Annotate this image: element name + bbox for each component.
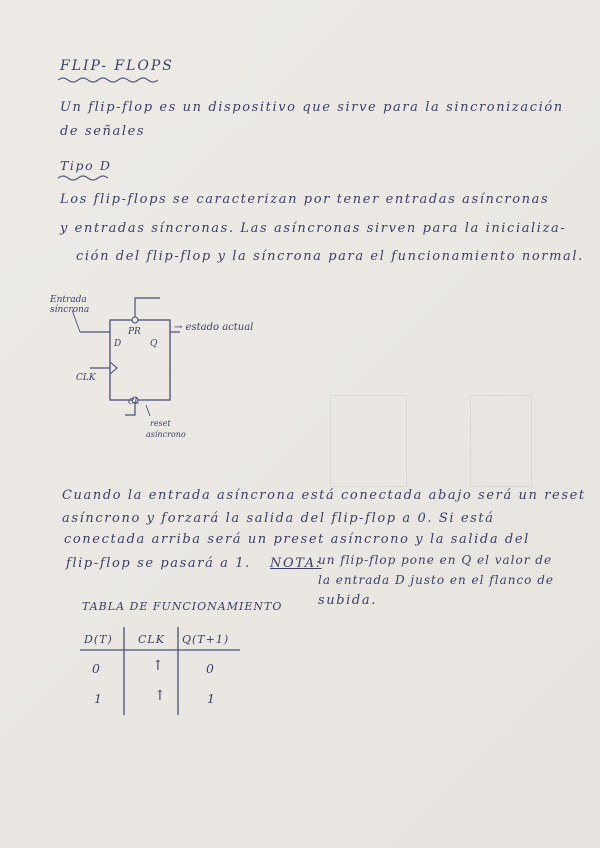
sync-input-label-1: Entrada xyxy=(50,295,87,305)
para2-line-4a: flip-flop se pasará a 1. xyxy=(66,556,251,571)
reset-label-1: reset xyxy=(150,419,171,428)
flip-flop-diagram xyxy=(50,290,310,450)
table-title: TABLA DE FUNCIONAMIENTO xyxy=(82,600,283,613)
intro-line-2: de señales xyxy=(60,124,146,139)
table-header-q: Q(T+1) xyxy=(182,633,230,646)
clk-label: CLK xyxy=(76,373,96,383)
bleed-through-shape xyxy=(330,395,407,487)
table-header-d: D(T) xyxy=(84,633,113,646)
para2-line-4b: un flip-flop pone en Q el valor de xyxy=(318,553,553,567)
d-label: D xyxy=(114,339,122,349)
reset-label-2: asíncrono xyxy=(146,430,186,439)
title-underline xyxy=(58,76,158,84)
para2-line-3: conectada arriba será un preset asíncrono y la salida del xyxy=(64,532,530,547)
q-label: Q xyxy=(150,339,158,349)
para1-line-3: ción del flip-flop y la síncrona para el funcionamiento normal. xyxy=(76,249,584,264)
para2-line-6: subida. xyxy=(318,593,377,608)
table-header-clk: CLK xyxy=(138,633,165,646)
nota-label: NOTA: xyxy=(270,556,322,571)
subtitle-underline xyxy=(58,174,108,182)
table-row-1-clk: ↑ xyxy=(152,658,166,674)
para2-line-2: asíncrono y forzará la salida del flip-flop a 0. Si está xyxy=(62,511,495,526)
intro-line-1: Un flip-flop es un dispositivo que sirve para la sincronización xyxy=(60,100,564,115)
table-row-2-clk: ↑ xyxy=(154,688,168,704)
cl-label: CL xyxy=(128,397,140,406)
pr-label: PR xyxy=(128,327,141,337)
state-label: → estado actual xyxy=(174,322,254,333)
para1-line-2: y entradas síncronas. Las asíncronas sirven para la inicializa- xyxy=(60,221,567,236)
table-row-1-d: 0 xyxy=(92,661,102,676)
table-row-2-q: 1 xyxy=(207,691,217,706)
para2-line-1: Cuando la entrada asíncrona está conectada abajo será un reset xyxy=(62,488,586,503)
table-row-1-q: 0 xyxy=(206,661,216,676)
para1-line-1: Los flip-flops se caracterizan por tener entradas asíncronas xyxy=(60,192,550,207)
table-row-2-d: 1 xyxy=(94,691,104,706)
page-title: FLIP- FLOPS xyxy=(60,58,174,74)
sync-input-label-2: síncrona xyxy=(50,305,90,315)
para2-line-5: la entrada D justo en el flanco de xyxy=(318,573,555,587)
bleed-through-shape xyxy=(470,395,532,487)
section-subtitle: Tipo D xyxy=(60,158,112,173)
